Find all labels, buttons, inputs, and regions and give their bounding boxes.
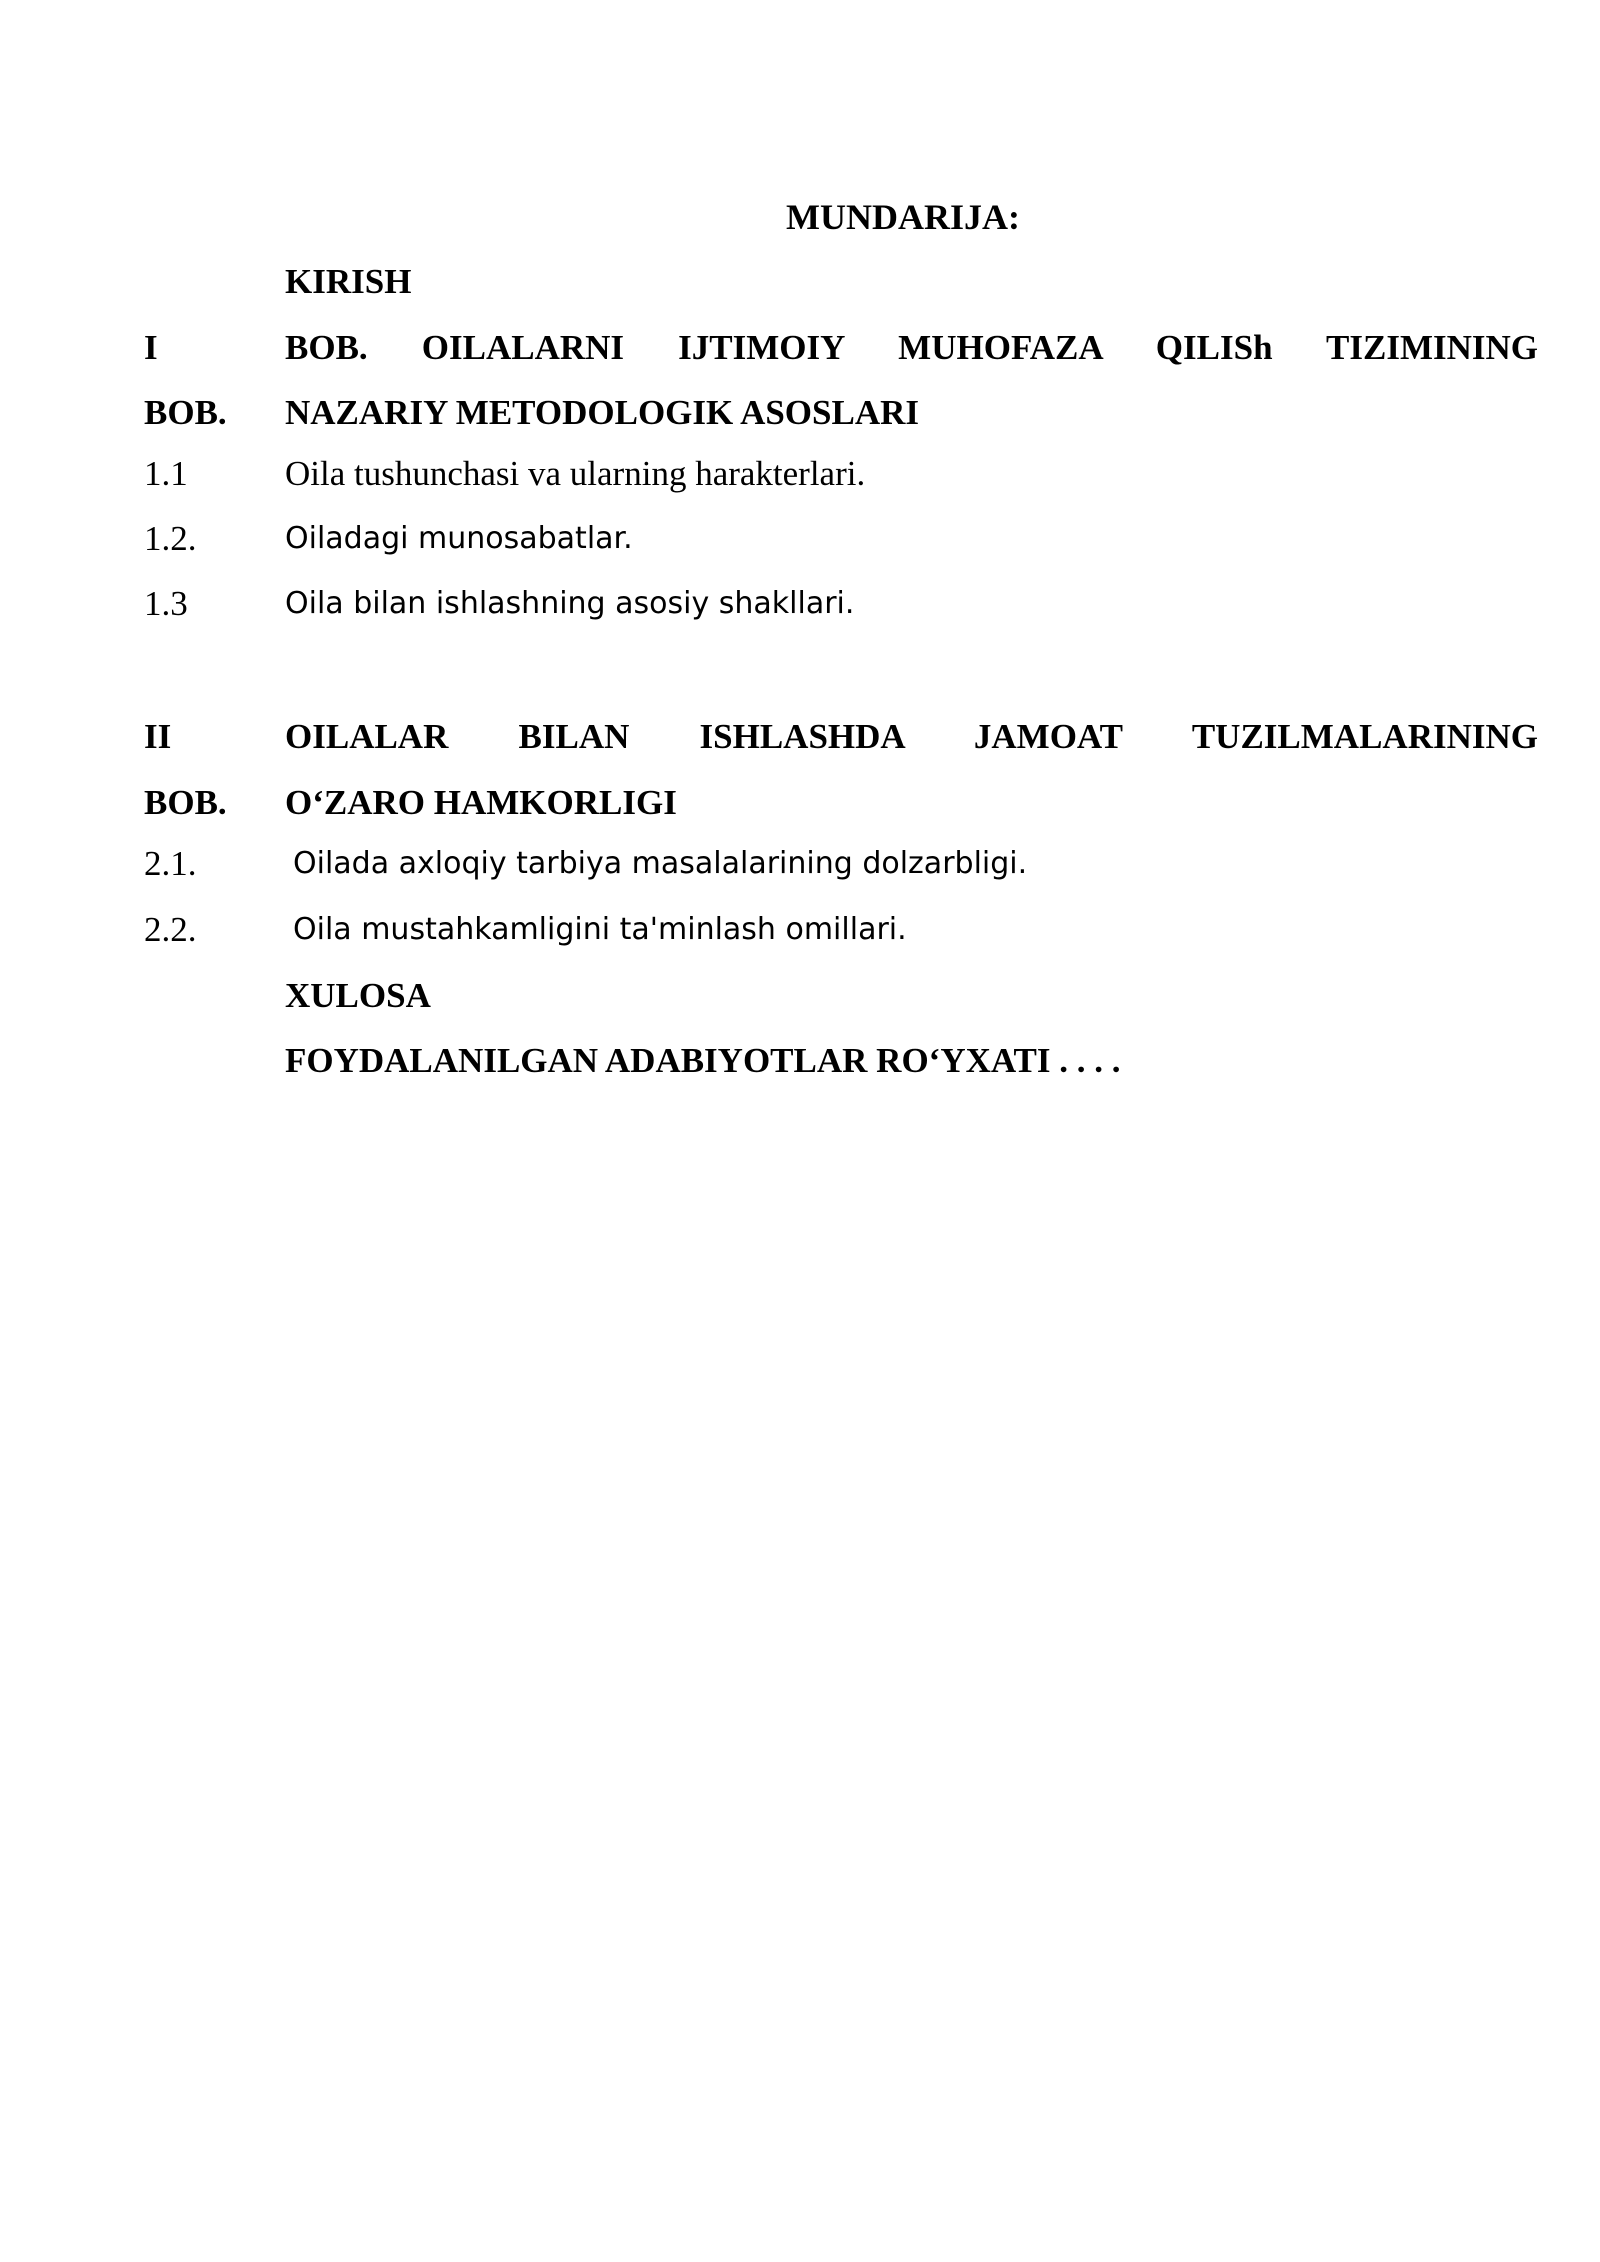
toc-references-text: FOYDALANILGAN ADABIYOTLAR RO‘YXATI . . . .	[285, 1041, 1121, 1080]
toc-section-2-2	[144, 900, 1404, 960]
toc-section-number: 1.3	[144, 584, 188, 623]
toc-conclusion-text: XULOSA	[285, 976, 431, 1015]
toc-section-title: Oilada axloqiy tarbiya masalalarining dolzarbligi.	[293, 846, 1028, 881]
toc-chapter1-label-bob: BOB.	[144, 393, 227, 432]
toc-references	[144, 1031, 1404, 1091]
toc-chapter2-line2	[144, 773, 1404, 833]
toc-chapter2-line1	[144, 707, 1538, 767]
toc-chapter1-title-cont: NAZARIY METODOLOGIK ASOSLARI	[285, 393, 920, 432]
toc-section-number: 1.2.	[144, 519, 197, 558]
toc-chapter2-label-bob: BOB.	[144, 783, 227, 822]
toc-chapter2-title-cont: O‘ZARO HAMKORLIGI	[285, 783, 677, 822]
toc-section-number: 1.1	[144, 454, 188, 493]
toc-chapter1-label: I	[144, 328, 158, 367]
toc-chapter1-line1	[144, 318, 1538, 378]
toc-title: MUNDARIJA:	[786, 197, 1020, 237]
toc-intro-text: KIRISH	[285, 262, 412, 301]
toc-chapter2-label: II	[144, 717, 172, 756]
toc-section-1-1	[144, 444, 1404, 504]
toc-section-title: Oila bilan ishlashning asosiy shakllari.	[285, 586, 855, 621]
toc-section-1-2	[144, 509, 1404, 569]
toc-conclusion	[144, 966, 1404, 1026]
toc-section-number: 2.1.	[144, 844, 197, 883]
toc-chapter1-title: BOB. OILALARNI IJTIMOIY MUHOFAZA QILISh TIZIMINING	[285, 328, 1538, 367]
toc-chapter1-line2	[144, 383, 1404, 443]
toc-chapter2-title: OILALAR BILAN ISHLASHDA JAMOAT TUZILMALARINING	[285, 717, 1538, 756]
toc-intro	[144, 252, 1404, 312]
toc-section-title: Oila mustahkamligini ta'minlash omillari.	[293, 912, 907, 947]
toc-section-title: Oila tushunchasi va ularning harakterlari.	[285, 454, 866, 493]
toc-section-number: 2.2.	[144, 910, 197, 949]
toc-section-title: Oiladagi munosabatlar.	[285, 521, 633, 556]
toc-section-1-3	[144, 574, 1404, 634]
toc-section-2-1	[144, 834, 1404, 894]
